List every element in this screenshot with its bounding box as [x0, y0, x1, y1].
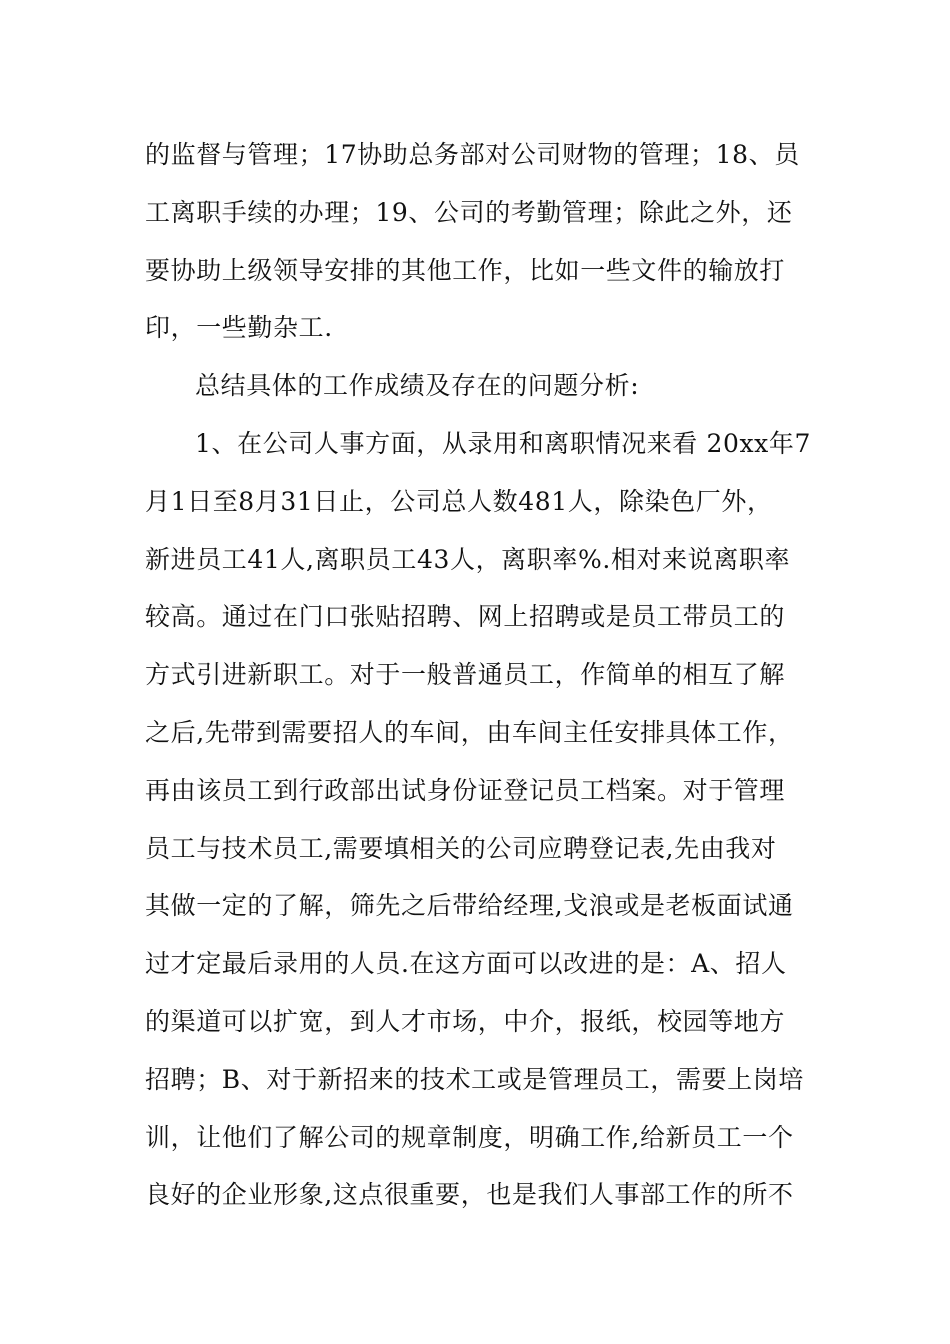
- section-heading: 总结具体的工作成绩及存在的问题分析:: [195, 371, 640, 401]
- text-line: 员工与技术员工,需要填相关的公司应聘登记表,先由我对: [145, 833, 777, 863]
- text-line: 月1日至8月31日止，公司总人数481人，除染色厂外，: [145, 486, 773, 516]
- text-line: 过才定最后录用的人员.在这方面可以改进的是：A、招人: [145, 949, 787, 979]
- text-line: 再由该员工到行政部出试身份证登记员工档案。对于管理: [145, 775, 786, 805]
- text-line: 较高。通过在门口张贴招聘、网上招聘或是员工带员工的: [145, 602, 786, 632]
- text-line: 1、在公司人事方面，从录用和离职情况来看 20xx年7: [195, 428, 811, 458]
- text-line: 良好的企业形象,这点很重要，也是我们人事部工作的所不: [145, 1180, 794, 1210]
- text-line: 要协助上级领导安排的其他工作，比如一些文件的输放打: [145, 255, 786, 285]
- text-line: 之后,先带到需要招人的车间，由车间主任安排具体工作，: [145, 717, 794, 747]
- text-line: 训，让他们了解公司的规章制度，明确工作,给新员工一个: [145, 1122, 794, 1152]
- text-line: 的渠道可以扩宽，到人才市场，中介，报纸，校园等地方: [145, 1006, 786, 1036]
- text-line: 招聘；B、对于新招来的技术工或是管理员工，需要上岗培: [145, 1064, 804, 1094]
- text-line: 新进员工41人,离职员工43人，离职率%.相对来说离职率: [145, 544, 791, 574]
- text-line: 的监督与管理；17协助总务部对公司财物的管理；18、员: [145, 140, 800, 169]
- text-line: 工离职手续的办理；19、公司的考勤管理；除此之外，还: [145, 197, 793, 227]
- text-line: 其做一定的了解，筛先之后带给经理,戈浪或是老板面试通: [145, 891, 794, 921]
- text-line: 方式引进新职工。对于一般普通员工，作简单的相互了解: [145, 660, 786, 690]
- document-body: [145, 126, 815, 1224]
- text-line: 印，一些勤杂工.: [145, 313, 333, 343]
